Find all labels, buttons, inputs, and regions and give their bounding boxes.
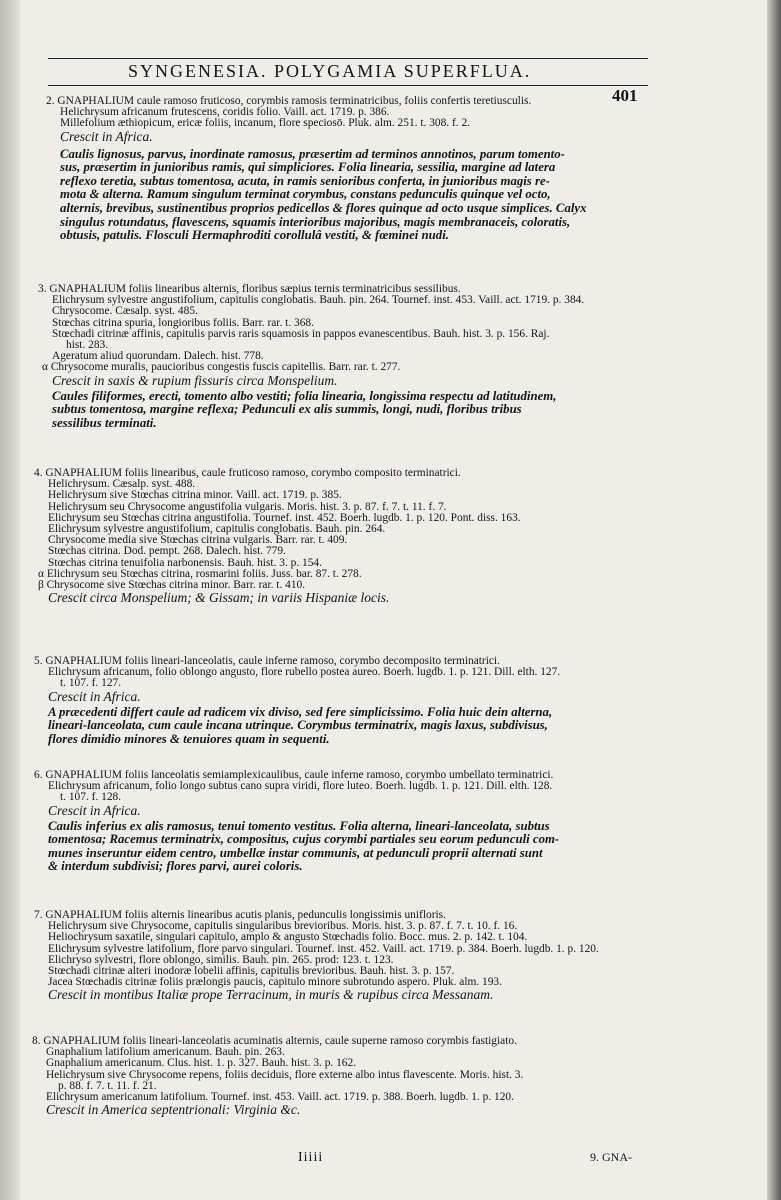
synonym-line: Gnaphalium latifolium americanum. Bauh. pin. 263. (46, 1046, 285, 1059)
habitat-line: Crescit in saxis & rupium fissuris circa Monspelium. (52, 372, 338, 388)
description-line: mota & alterna. Ramum singulum terminat corymbus, constans pedunculis quinque vel octo, (60, 187, 551, 202)
species-entry-7 (34, 910, 599, 1002)
synonym-line: Stœchas citrina spuria, longioribus foliis. Barr. rar. t. 368. (52, 316, 314, 329)
description-line: Caules filiformes, erecti, tomento albo vestiti; folia linearia, longissima respectu ad latitudinem, (52, 388, 557, 403)
description-line: & interdum subdivisi; flores parvi, aurei coloris. (48, 859, 303, 874)
description-line: lineari-lanceolata, cum caule incana utrinque. Corymbus terminatrix, magis laxus, subdivisus, (48, 718, 548, 733)
synonym-line: Helichrysum sive Chrysocome repens, foliis deciduis, flore externe albo intus flavescente. Moris. hist. 3. (46, 1068, 524, 1081)
habitat-line: Crescit in Africa. (60, 128, 153, 144)
description-line: sessilibus terminati. (52, 415, 157, 430)
species-entry-5 (34, 656, 560, 746)
synonym-line: Elichrysum sylvestre latifolium, flore parvo singulari. Tournef. inst. 452. Vaill. act. 1719. p. 384. Boerh. lugdb. 1. p. 120. (48, 942, 599, 955)
description-line: reflexo teretia, subtus tomentosa, acuta, in ramis senioribus conferta, in junioribus magis re- (60, 173, 550, 188)
description-line: sus, præsertim in junioribus ramis, qui simpliciores. Folia linearia, sessilia, margine ad latera (60, 160, 556, 175)
habitat-line: Crescit in America septentrionali: Virginia &c. (46, 1102, 301, 1118)
habitat-line: Crescit in montibus Italiæ prope Terracinum, in muris & rupibus circa Messanam. (48, 987, 494, 1003)
page-edge-shadow (767, 0, 781, 1200)
synonym-line: Elichrysum seu Stœchas citrina angustifolia. Tournef. inst. 452. Boerh. lugdb. 1. p. 120. Pont. diss. 163. (48, 511, 521, 524)
synonym-line: Stœchas citrina tenuifolia narbonensis. Bauh. hist. 3. p. 154. (48, 556, 322, 569)
description-line: Caulis inferius ex alis ramosus, tenui tomento vestitus. Folia alterna, lineari-lanceolata, subtus (48, 818, 550, 833)
synonym-line: Elichrysum sylvestre angustifolium, capitulis conglobatis. Bauh. pin. 264. Tournef. inst. 453. Vaill. act. 1719. p. 384. (52, 294, 585, 307)
synonym-line: Stœchas citrina. Dod. pempt. 268. Dalech. hist. 779. (48, 545, 286, 558)
synonym-line: Helichrysum sive Stœchas citrina minor. Vaill. act. 1719. p. 385. (48, 489, 342, 502)
synonym-line: hist. 283. (66, 339, 109, 352)
entry-heading: 5. GNAPHALIUM foliis lineari-lanceolatis, caule inferne ramoso, corymbo decomposito terminatrici. (34, 655, 500, 667)
running-header (48, 58, 648, 86)
variety-line: β Chrysocome sive Stœchas citrina minor. Barr. rar. t. 410. (38, 579, 306, 592)
synonym-line: Helichrysum sive Chrysocome, capitulis singularibus brevioribus. Moris. hist. 3. p. 87. f. 7. t. 10. f. 16. (48, 920, 518, 933)
synonym-line: Elichrysum americanum latifolium. Tournef. inst. 453. Vaill. act. 1719. p. 388. Boerh. lugdb. 1. p. 120. (46, 1091, 514, 1104)
synonym-line: Elichrysum africanum, folio oblongo angusto, flore rubello postea aureo. Boerh. lugdb. 1. p. 121. Dill. elth. 127. (48, 666, 561, 679)
synonym-line: Chrysocome. Cæsalp. syst. 485. (52, 305, 198, 318)
book-gutter (0, 0, 20, 1200)
synonym-line: Ageratum aliud quorundam. Dalech. hist. 778. (52, 350, 264, 363)
catchword: 9. GNA- (590, 1150, 632, 1164)
entry-heading: 4. GNAPHALIUM foliis linearibus, caule fruticoso ramoso, corymbo composito terminatrici. (34, 467, 461, 479)
species-entry-4 (34, 468, 521, 605)
description-line: tomentosa; Racemus terminatrix, compositus, cujus corymbi partiales seu eorum pedunculi com- (48, 832, 560, 847)
description-line: subtus tomentosa, margine reflexa; Pedunculi ex alis summis, longi, nudi, floribus tribus (52, 402, 522, 417)
variety-line: α Chrysocome muralis, paucioribus congestis fuscis capitellis. Barr. rar. t. 277. (42, 361, 401, 374)
entry-heading: 7. GNAPHALIUM foliis alternis linearibus acutis planis, pedunculis longissimis unifloris. (34, 909, 446, 921)
synonym-line: Stœchadi citrinæ alteri inodoræ lobelii affinis, capitulis brevioribus. Bauh. hist. 3. p. 157. (48, 965, 455, 978)
synonym-line: Gnaphalium americanum. Clus. hist. 1. p. 327. Bauh. hist. 3. p. 162. (46, 1057, 357, 1070)
description-line: obtusis, patulis. Flosculi Hermaphroditi corollulâ vestiti, & fœminei nudi. (60, 228, 449, 243)
entry-heading: 8. GNAPHALIUM foliis lineari-lanceolatis acuminatis alternis, caule superne ramoso corymbis fastigiato. (32, 1035, 517, 1047)
synonym-line: t. 107. f. 128. (60, 791, 122, 804)
synonym-line: Jacea Stœchadis citrinæ foliis prælongis paucis, capitulo minore subrotundo aspero. Pluk. alm. 193. (48, 976, 502, 989)
synonym-line: Millefolium æthiopicum, ericæ foliis, incanum, flore speciosō. Pluk. alm. 251. t. 308. f. 2. (60, 117, 471, 130)
habitat-line: Crescit circa Monspelium; & Gissam; in variis Hispaniæ locis. (48, 590, 390, 606)
synonym-line: Helichrysum seu Chrysocome angustifolia vulgaris. Moris. hist. 3. p. 87. f. 7. t. 11. f. 7. (48, 500, 447, 513)
species-entry-3 (38, 284, 584, 430)
synonym-line: Heliochrysum saxatile, singulari capitulo, amplo & angusto Stœchadis folio. Bocc. mus. 2. p. 142. t. 104. (48, 931, 528, 944)
synonym-line: Elichrysum sylvestre angustifolium, capitulis conglobatis. Bauh. pin. 264. (48, 523, 386, 536)
description-line: flores dimidio minores & tenuiores quam in sequenti. (48, 731, 330, 746)
synonym-line: p. 88. f. 7. t. 11. f. 21. (58, 1079, 157, 1092)
species-entry-2 (46, 96, 587, 243)
synonym-line: Stœchadi citrinæ affinis, capitulis parvis raris squamosis in pappos evanescentibus. Bauh. hist. 3. p. 156. Raj. (52, 327, 550, 340)
description-line: Caulis lignosus, parvus, inordinate ramosus, præsertim ad terminos annotinos, parum tomento- (60, 146, 565, 161)
synonym-line: Elichryso sylvestri, flore oblongo, similis. Bauh. pin. 265. prod: 123. t. 123. (48, 953, 394, 966)
species-entry-6 (34, 770, 559, 874)
synonym-line: Elichrysum africanum, folio longo subtus cano supra viridi, flore luteo. Boerh. lugdb. 1. p. 121. Dill. elth. 128. (48, 780, 553, 793)
entry-heading: 6. GNAPHALIUM foliis lanceolatis semiamplexicaulibus, caule inferne ramoso, corymbo umbellato terminatrici. (34, 769, 554, 781)
entry-heading: 2. GNAPHALIUM caule ramoso fruticoso, corymbis ramosis terminatricibus, foliis confertis teretiusculis. (46, 95, 532, 107)
habitat-line: Crescit in Africa. (48, 802, 141, 818)
description-line: munes inseruntur eidem centro, umbellæ instar communis, at pedunculi proprii alternati sunt (48, 845, 543, 860)
header-title: SYNGENESIA. POLYGAMIA SUPERFLUA. (128, 61, 532, 81)
habitat-line: Crescit in Africa. (48, 688, 141, 704)
page-number: 401 (612, 86, 638, 105)
synonym-line: t. 107. f. 127. (60, 677, 122, 690)
entry-heading: 3. GNAPHALIUM foliis linearibus alternis, floribus sæpius ternis terminatricibus sessilibus. (38, 283, 461, 295)
description-line: A præcedenti differt caule ad radicem vix diviso, sed fere simplicissimo. Folia huic dein alterna, (48, 704, 553, 719)
description-line: singulus rotundatus, flavescens, squamis interioribus majoribus, magis membranaceis, coloratis, (60, 214, 571, 229)
synonym-line: Helichrysum africanum frutescens, coridis folio. Vaill. act. 1719. p. 386. (60, 106, 390, 119)
synonym-line: Chrysocome media sive Stœchas citrina vulgaris. Barr. rar. t. 409. (48, 534, 348, 547)
synonym-line: Helichrysum. Cæsalp. syst. 488. (48, 478, 196, 491)
species-entry-8 (32, 1036, 523, 1117)
signature-mark: Iiiii (298, 1150, 324, 1165)
variety-line: α Elichrysum seu Stœchas citrina, rosmarini foliis. Juss. bar. 87. t. 278. (38, 567, 362, 580)
description-line: alternis, brevibus, sustinentibus proprios pedicellos & flores quinque ad octo usque simplices. Calyx (60, 200, 587, 215)
